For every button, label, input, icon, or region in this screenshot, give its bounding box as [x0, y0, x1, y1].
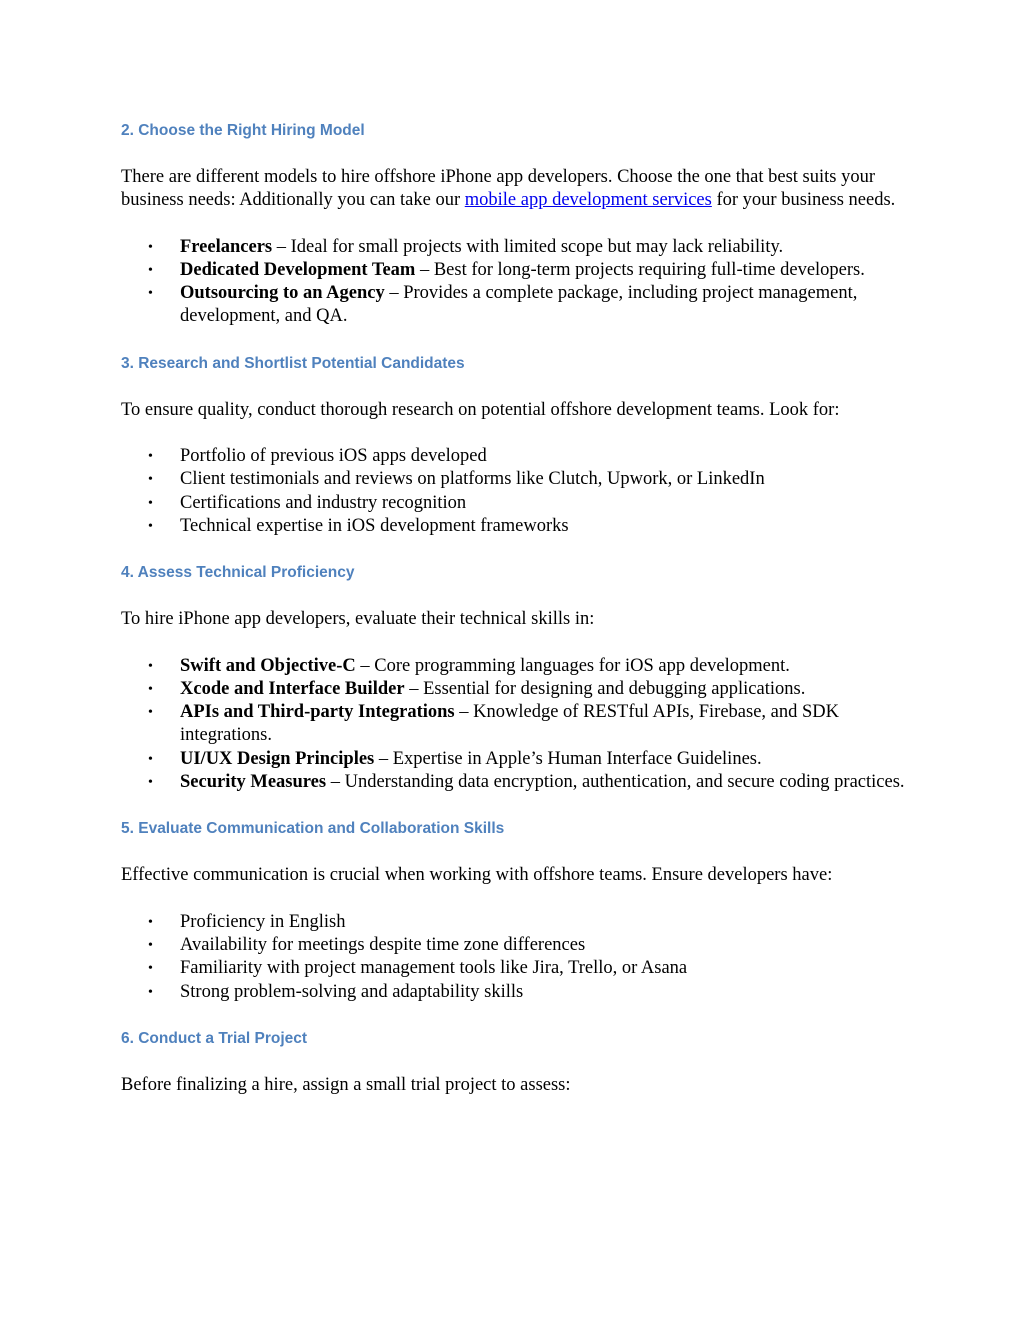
- item-text: Proficiency in English: [180, 911, 346, 932]
- item-text: – Best for long-term projects requiring full-time developers.: [415, 259, 865, 280]
- bullet-icon: •: [148, 262, 153, 278]
- item-text: – Knowledge of RESTful APIs, Firebase, and SDK integrations.: [180, 702, 839, 746]
- section-heading-trial-project: 6. Conduct a Trial Project: [121, 1029, 308, 1047]
- item-title: Swift and Objective-C: [180, 655, 356, 676]
- paragraph-technical-intro: To hire iPhone app developers, evaluate their technical skills in:: [121, 609, 595, 630]
- list-item: [121, 748, 911, 771]
- technical-list: [121, 655, 911, 795]
- item-title: Freelancers: [180, 236, 273, 257]
- document-body: [121, 118, 911, 1097]
- list-item: [121, 957, 911, 980]
- bullet-icon: •: [148, 449, 153, 465]
- item-text: – Core programming languages for iOS app development.: [355, 655, 790, 676]
- section-heading-hiring-model: 2. Choose the Right Hiring Model: [121, 122, 365, 139]
- list-item: [121, 771, 911, 794]
- section-heading-communication: 5. Evaluate Communication and Collaboration Skills: [121, 820, 505, 838]
- bullet-icon: •: [148, 681, 153, 697]
- section-heading-technical: 4. Assess Technical Proficiency: [121, 564, 355, 582]
- paragraph-research-intro: To ensure quality, conduct thorough research on potential offshore development teams. Look for:: [121, 399, 840, 420]
- bullet-icon: •: [148, 239, 153, 255]
- list-item: [121, 678, 911, 701]
- item-title: Security Measures: [180, 772, 327, 793]
- item-text: Availability for meetings despite time zone differences: [180, 934, 586, 955]
- list-item: [121, 515, 911, 538]
- item-text: – Ideal for small projects with limited scope but may lack reliability.: [272, 236, 784, 257]
- bullet-icon: •: [148, 937, 153, 953]
- item-text: – Provides a complete package, including project management, development, and QA.: [180, 283, 858, 327]
- item-title: Dedicated Development Team: [180, 259, 416, 280]
- item-text: – Understanding data encryption, authentication, and secure coding practices.: [326, 772, 905, 793]
- item-text: Technical expertise in iOS development frameworks: [180, 515, 569, 536]
- bullet-icon: •: [148, 751, 153, 767]
- paragraph-trial-intro: Before finalizing a hire, assign a small trial project to assess:: [121, 1074, 571, 1095]
- paragraph-communication-intro: Effective communication is crucial when working with offshore teams. Ensure developers have:: [121, 865, 833, 886]
- item-title: Xcode and Interface Builder: [180, 678, 405, 699]
- bullet-icon: •: [148, 472, 153, 488]
- list-item: [121, 236, 911, 259]
- item-text: Familiarity with project management tools like Jira, Trello, or Asana: [180, 958, 688, 979]
- bullet-icon: •: [148, 705, 153, 721]
- list-item: [121, 492, 911, 515]
- communication-list: [121, 911, 911, 1004]
- item-text: – Expertise in Apple’s Human Interface Guidelines.: [374, 748, 762, 769]
- list-item: [121, 934, 911, 957]
- list-item: [121, 282, 911, 329]
- bullet-icon: •: [148, 961, 153, 977]
- item-title: Outsourcing to an Agency: [180, 283, 385, 304]
- bullet-icon: •: [148, 495, 153, 511]
- list-item: [121, 259, 911, 282]
- hiring-model-list: [121, 236, 911, 329]
- item-text: – Essential for designing and debugging applications.: [404, 678, 806, 699]
- bullet-icon: •: [148, 286, 153, 302]
- item-text: Client testimonials and reviews on platforms like Clutch, Upwork, or LinkedIn: [180, 469, 765, 490]
- list-item: [121, 981, 911, 1004]
- bullet-icon: •: [148, 984, 153, 1000]
- bullet-icon: •: [148, 914, 153, 930]
- intro-text-after-link: for your business needs.: [711, 190, 896, 211]
- item-text: Portfolio of previous iOS apps developed: [180, 446, 487, 467]
- mobile-app-development-services-link[interactable]: mobile app development services: [464, 190, 712, 211]
- list-item: [121, 655, 911, 678]
- bullet-icon: •: [148, 518, 153, 534]
- bullet-icon: •: [148, 775, 153, 791]
- list-item: [121, 701, 911, 748]
- intro-text: There are different models to hire offshore iPhone app developers. Choose the one that best suits your business needs: Additionally you can take our: [121, 167, 876, 211]
- list-item: [121, 911, 911, 934]
- list-item: [121, 445, 911, 468]
- item-title: UI/UX Design Principles: [180, 748, 375, 769]
- item-title: APIs and Third-party Integrations: [180, 702, 455, 723]
- bullet-icon: •: [148, 658, 153, 674]
- list-item: [121, 468, 911, 491]
- item-text: Certifications and industry recognition: [180, 492, 467, 513]
- research-list: [121, 445, 911, 538]
- item-text: Strong problem-solving and adaptability skills: [180, 981, 524, 1002]
- section-heading-research: 3. Research and Shortlist Potential Candidates: [121, 354, 465, 372]
- paragraph-hiring-model-intro: [121, 166, 911, 213]
